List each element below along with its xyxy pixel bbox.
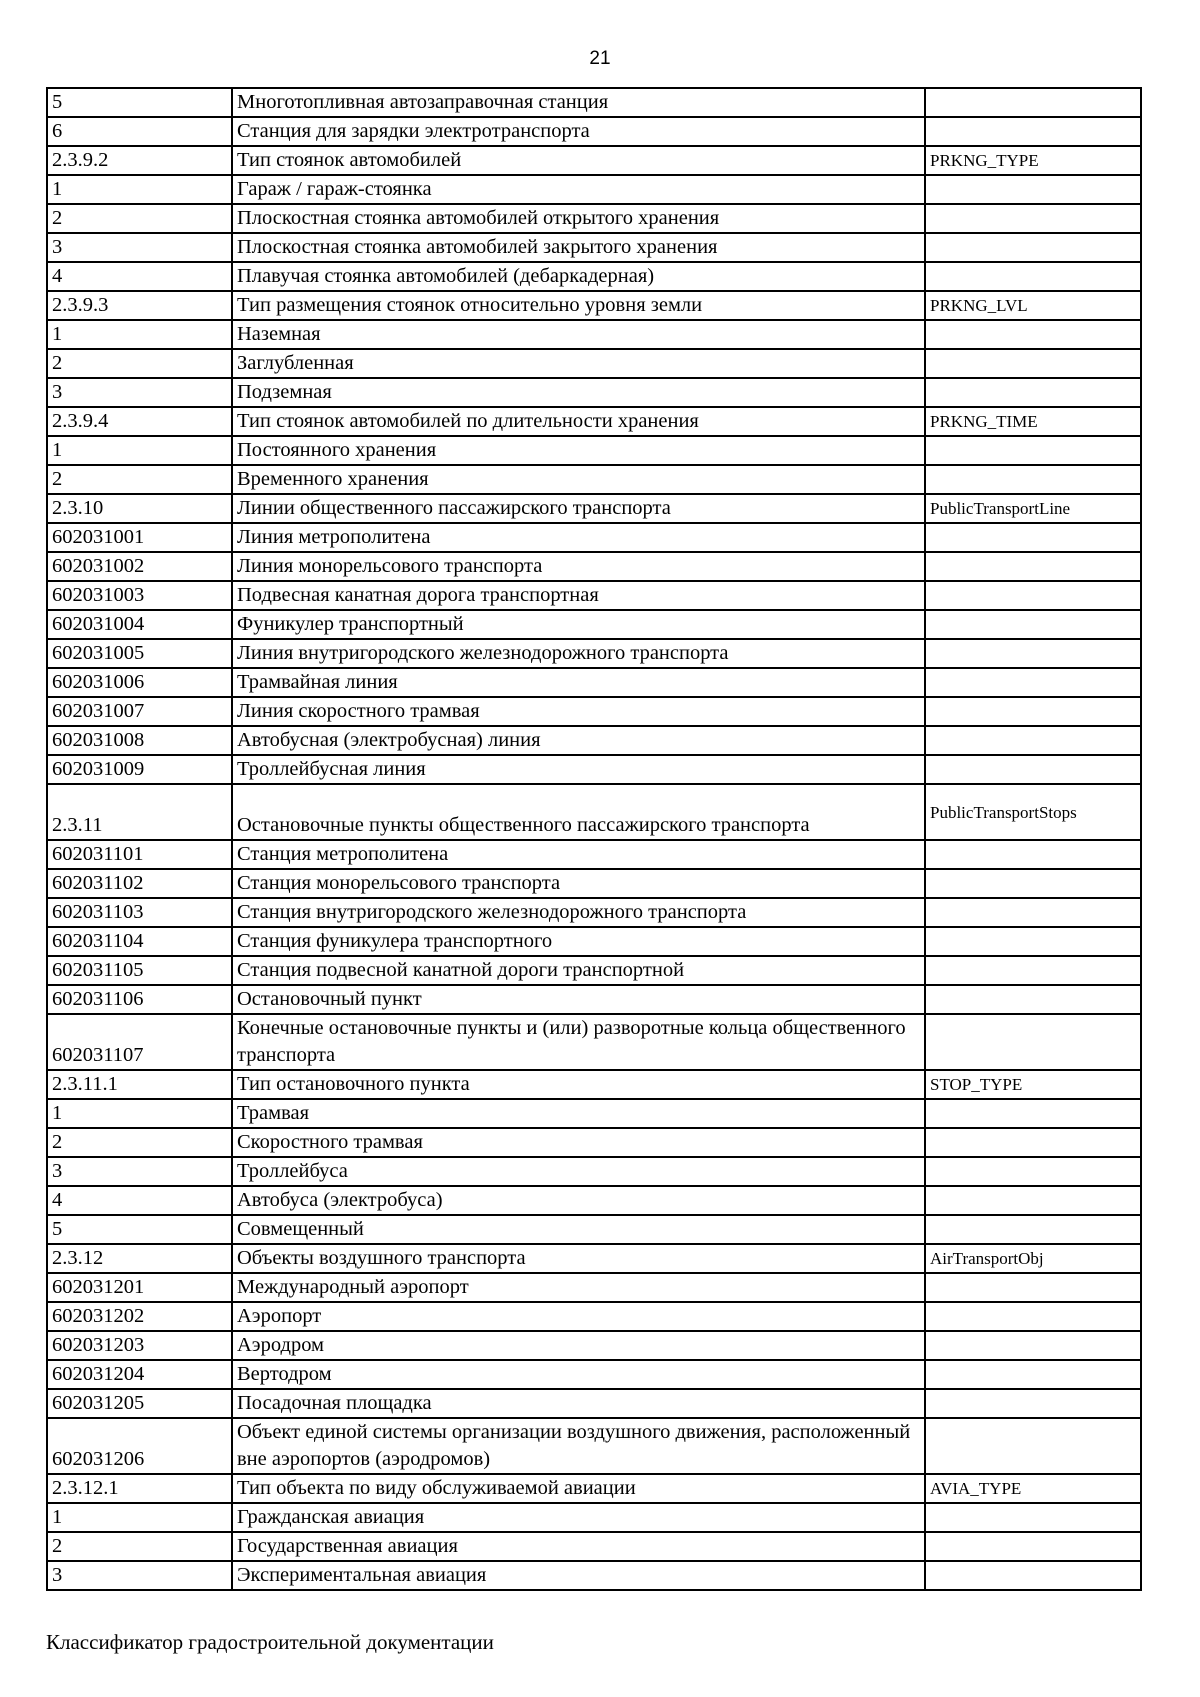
table-row xyxy=(47,1128,1141,1157)
attribute-cell xyxy=(925,1302,1141,1331)
attribute-cell xyxy=(925,869,1141,898)
code-cell: 602031205 xyxy=(47,1389,232,1418)
code-cell: 2.3.10 xyxy=(47,494,232,523)
attribute-cell xyxy=(925,262,1141,291)
table-row xyxy=(47,175,1141,204)
attribute-cell xyxy=(925,1099,1141,1128)
attribute-cell xyxy=(925,840,1141,869)
code-cell: 2.3.9.3 xyxy=(47,291,232,320)
table-row xyxy=(47,349,1141,378)
name-cell: Подземная xyxy=(232,378,925,407)
attribute-cell xyxy=(925,1331,1141,1360)
attribute-cell: STOP_TYPE xyxy=(925,1070,1141,1099)
attribute-cell xyxy=(925,610,1141,639)
attribute-cell xyxy=(925,117,1141,146)
table-row xyxy=(47,956,1141,985)
attribute-cell xyxy=(925,1128,1141,1157)
code-cell: 3 xyxy=(47,233,232,262)
table-row xyxy=(47,1389,1141,1418)
table-row xyxy=(47,784,1141,840)
name-cell: Гражданская авиация xyxy=(232,1503,925,1532)
name-cell: Многотопливная автозаправочная станция xyxy=(232,88,925,117)
table-row xyxy=(47,840,1141,869)
attribute-cell: PublicTransportStops xyxy=(925,784,1141,840)
attribute-cell xyxy=(925,465,1141,494)
table-row xyxy=(47,552,1141,581)
table-row xyxy=(47,668,1141,697)
code-cell: 602031101 xyxy=(47,840,232,869)
name-cell: Скоростного трамвая xyxy=(232,1128,925,1157)
name-cell: Подвесная канатная дорога транспортная xyxy=(232,581,925,610)
attribute-cell xyxy=(925,1186,1141,1215)
code-cell: 5 xyxy=(47,88,232,117)
table-row xyxy=(47,320,1141,349)
name-cell: Станция подвесной канатной дороги транспортной xyxy=(232,956,925,985)
name-cell: Государственная авиация xyxy=(232,1532,925,1561)
code-cell: 2.3.11.1 xyxy=(47,1070,232,1099)
code-cell: 2 xyxy=(47,1128,232,1157)
name-cell: Остановочные пункты общественного пассажирского транспорта xyxy=(232,784,925,840)
name-cell: Линия внутригородского железнодорожного транспорта xyxy=(232,639,925,668)
name-cell: Международный аэропорт xyxy=(232,1273,925,1302)
table-row xyxy=(47,436,1141,465)
name-cell: Станция внутригородского железнодорожного транспорта xyxy=(232,898,925,927)
name-cell: Плоскостная стоянка автомобилей закрытого хранения xyxy=(232,233,925,262)
code-cell: 1 xyxy=(47,175,232,204)
name-cell: Временного хранения xyxy=(232,465,925,494)
table-row xyxy=(47,1532,1141,1561)
table-row xyxy=(47,581,1141,610)
name-cell: Автобуса (электробуса) xyxy=(232,1186,925,1215)
code-cell: 602031106 xyxy=(47,985,232,1014)
code-cell: 4 xyxy=(47,1186,232,1215)
attribute-cell xyxy=(925,1532,1141,1561)
code-cell: 2.3.12 xyxy=(47,1244,232,1273)
attribute-cell xyxy=(925,349,1141,378)
table-row xyxy=(47,1215,1141,1244)
code-cell: 2 xyxy=(47,1532,232,1561)
table-row xyxy=(47,1070,1141,1099)
page-footer: Классификатор градостроительной документации xyxy=(46,1630,494,1654)
name-cell: Линия монорельсового транспорта xyxy=(232,552,925,581)
attribute-cell xyxy=(925,1503,1141,1532)
table-row xyxy=(47,1474,1141,1503)
name-cell: Гараж / гараж-стоянка xyxy=(232,175,925,204)
table-row xyxy=(47,1273,1141,1302)
code-cell: 2.3.9.4 xyxy=(47,407,232,436)
code-cell: 602031103 xyxy=(47,898,232,927)
name-cell: Линия метрополитена xyxy=(232,523,925,552)
attribute-cell xyxy=(925,523,1141,552)
table-row xyxy=(47,494,1141,523)
attribute-cell xyxy=(925,898,1141,927)
code-cell: 602031005 xyxy=(47,639,232,668)
code-cell: 602031007 xyxy=(47,697,232,726)
code-cell: 602031204 xyxy=(47,1360,232,1389)
attribute-cell xyxy=(925,639,1141,668)
name-cell: Наземная xyxy=(232,320,925,349)
code-cell: 3 xyxy=(47,1157,232,1186)
attribute-cell xyxy=(925,1273,1141,1302)
attribute-cell xyxy=(925,927,1141,956)
code-cell: 1 xyxy=(47,1503,232,1532)
code-cell: 602031105 xyxy=(47,956,232,985)
attribute-cell: PRKNG_TIME xyxy=(925,407,1141,436)
name-cell: Трамвая xyxy=(232,1099,925,1128)
code-cell: 602031104 xyxy=(47,927,232,956)
name-cell: Тип размещения стоянок относительно уровня земли xyxy=(232,291,925,320)
code-cell: 602031102 xyxy=(47,869,232,898)
code-cell: 602031107 xyxy=(47,1014,232,1070)
name-cell: Тип стоянок автомобилей по длительности хранения xyxy=(232,407,925,436)
name-cell: Линии общественного пассажирского транспорта xyxy=(232,494,925,523)
name-cell: Тип остановочного пункта xyxy=(232,1070,925,1099)
table-row xyxy=(47,1503,1141,1532)
attribute-cell xyxy=(925,204,1141,233)
name-cell: Тип стоянок автомобилей xyxy=(232,146,925,175)
name-cell: Трамвайная линия xyxy=(232,668,925,697)
table-row xyxy=(47,1244,1141,1273)
table-row xyxy=(47,146,1141,175)
name-cell: Линия скоростного трамвая xyxy=(232,697,925,726)
name-cell: Троллейбуса xyxy=(232,1157,925,1186)
code-cell: 602031003 xyxy=(47,581,232,610)
code-cell: 4 xyxy=(47,262,232,291)
name-cell: Плавучая стоянка автомобилей (дебаркадерная) xyxy=(232,262,925,291)
name-cell: Объект единой системы организации воздушного движения, расположенный вне аэропортов (аэродромов) xyxy=(232,1418,925,1474)
table-row xyxy=(47,291,1141,320)
attribute-cell: PublicTransportLine xyxy=(925,494,1141,523)
attribute-cell xyxy=(925,1360,1141,1389)
attribute-cell xyxy=(925,378,1141,407)
name-cell: Посадочная площадка xyxy=(232,1389,925,1418)
code-cell: 602031009 xyxy=(47,755,232,784)
table-row xyxy=(47,985,1141,1014)
attribute-cell xyxy=(925,755,1141,784)
name-cell: Станция фуникулера транспортного xyxy=(232,927,925,956)
attribute-cell xyxy=(925,1157,1141,1186)
attribute-cell xyxy=(925,552,1141,581)
code-cell: 602031001 xyxy=(47,523,232,552)
table-row xyxy=(47,117,1141,146)
attribute-cell: PRKNG_LVL xyxy=(925,291,1141,320)
name-cell: Станция метрополитена xyxy=(232,840,925,869)
attribute-cell xyxy=(925,697,1141,726)
code-cell: 602031006 xyxy=(47,668,232,697)
table-row xyxy=(47,898,1141,927)
name-cell: Заглубленная xyxy=(232,349,925,378)
name-cell: Троллейбусная линия xyxy=(232,755,925,784)
table-row xyxy=(47,1331,1141,1360)
attribute-cell xyxy=(925,1561,1141,1590)
table-row xyxy=(47,1099,1141,1128)
code-cell: 2 xyxy=(47,465,232,494)
classifier-table xyxy=(46,87,1142,1591)
name-cell: Аэропорт xyxy=(232,1302,925,1331)
table-row xyxy=(47,233,1141,262)
table-row xyxy=(47,1014,1141,1070)
table-row xyxy=(47,639,1141,668)
code-cell: 3 xyxy=(47,1561,232,1590)
table-row xyxy=(47,378,1141,407)
name-cell: Аэродром xyxy=(232,1331,925,1360)
attribute-cell xyxy=(925,1389,1141,1418)
table-row xyxy=(47,523,1141,552)
name-cell: Экспериментальная авиация xyxy=(232,1561,925,1590)
table-row xyxy=(47,262,1141,291)
table-row xyxy=(47,204,1141,233)
attribute-cell xyxy=(925,1014,1141,1070)
attribute-cell xyxy=(925,88,1141,117)
table-row xyxy=(47,1360,1141,1389)
code-cell: 5 xyxy=(47,1215,232,1244)
table-row xyxy=(47,465,1141,494)
table-row xyxy=(47,1302,1141,1331)
table-row xyxy=(47,755,1141,784)
attribute-cell xyxy=(925,1418,1141,1474)
name-cell: Совмещенный xyxy=(232,1215,925,1244)
table-row xyxy=(47,726,1141,755)
name-cell: Станция для зарядки электротранспорта xyxy=(232,117,925,146)
table-row xyxy=(47,697,1141,726)
table-row xyxy=(47,407,1141,436)
code-cell: 1 xyxy=(47,436,232,465)
name-cell: Фуникулер транспортный xyxy=(232,610,925,639)
attribute-cell: PRKNG_TYPE xyxy=(925,146,1141,175)
attribute-cell: AVIA_TYPE xyxy=(925,1474,1141,1503)
code-cell: 1 xyxy=(47,320,232,349)
table-row xyxy=(47,1418,1141,1474)
name-cell: Объекты воздушного транспорта xyxy=(232,1244,925,1273)
attribute-cell xyxy=(925,985,1141,1014)
name-cell: Тип объекта по виду обслуживаемой авиации xyxy=(232,1474,925,1503)
name-cell: Вертодром xyxy=(232,1360,925,1389)
attribute-cell xyxy=(925,320,1141,349)
code-cell: 2.3.12.1 xyxy=(47,1474,232,1503)
attribute-cell xyxy=(925,581,1141,610)
attribute-cell xyxy=(925,668,1141,697)
code-cell: 602031002 xyxy=(47,552,232,581)
name-cell: Станция монорельсового транспорта xyxy=(232,869,925,898)
table-row xyxy=(47,1186,1141,1215)
table-row xyxy=(47,1157,1141,1186)
code-cell: 602031206 xyxy=(47,1418,232,1474)
page-number: 21 xyxy=(589,48,611,69)
name-cell: Постоянного хранения xyxy=(232,436,925,465)
name-cell: Остановочный пункт xyxy=(232,985,925,1014)
classifier-table-body xyxy=(47,88,1141,1590)
code-cell: 602031202 xyxy=(47,1302,232,1331)
table-row xyxy=(47,88,1141,117)
code-cell: 602031201 xyxy=(47,1273,232,1302)
name-cell: Плоскостная стоянка автомобилей открытого хранения xyxy=(232,204,925,233)
code-cell: 602031203 xyxy=(47,1331,232,1360)
table-row xyxy=(47,1561,1141,1590)
table-row xyxy=(47,869,1141,898)
code-cell: 602031004 xyxy=(47,610,232,639)
attribute-cell: AirTransportObj xyxy=(925,1244,1141,1273)
table-row xyxy=(47,927,1141,956)
name-cell: Конечные остановочные пункты и (или) разворотные кольца общественного транспорта xyxy=(232,1014,925,1070)
code-cell: 3 xyxy=(47,378,232,407)
code-cell: 2 xyxy=(47,349,232,378)
attribute-cell xyxy=(925,956,1141,985)
code-cell: 602031008 xyxy=(47,726,232,755)
code-cell: 2.3.11 xyxy=(47,784,232,840)
code-cell: 2 xyxy=(47,204,232,233)
attribute-cell xyxy=(925,726,1141,755)
attribute-cell xyxy=(925,175,1141,204)
code-cell: 6 xyxy=(47,117,232,146)
attribute-cell xyxy=(925,233,1141,262)
attribute-cell xyxy=(925,1215,1141,1244)
attribute-cell xyxy=(925,436,1141,465)
code-cell: 1 xyxy=(47,1099,232,1128)
name-cell: Автобусная (электробусная) линия xyxy=(232,726,925,755)
table-row xyxy=(47,610,1141,639)
code-cell: 2.3.9.2 xyxy=(47,146,232,175)
